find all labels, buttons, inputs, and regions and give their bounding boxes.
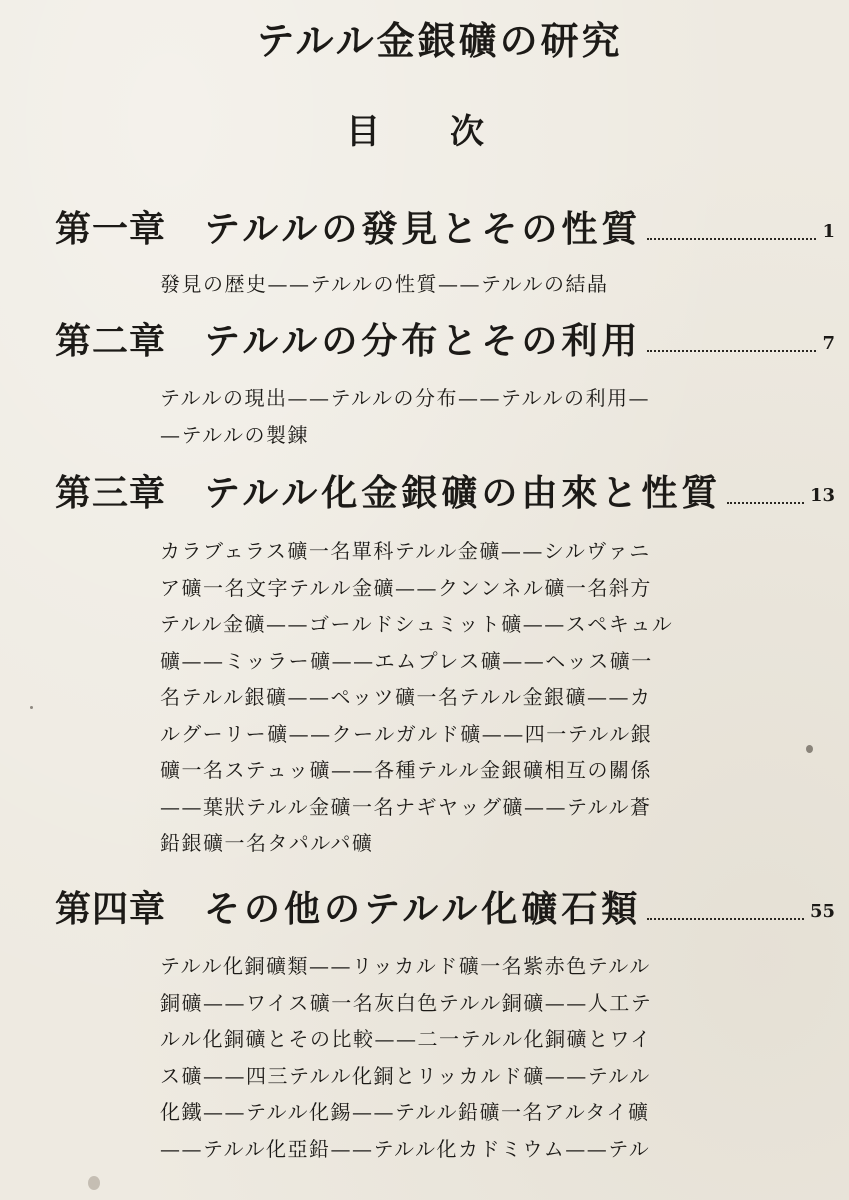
section-line: ルル化銅礦とその比較——二一テルル化銅礦とワイ (160, 1027, 652, 1051)
chapter-title: その他のテルル化礦石類 (204, 888, 642, 930)
paper-stain (88, 1176, 100, 1190)
section-line: テルルの現出——テルルの分布——テルルの利用— (160, 386, 650, 410)
dot-leader (727, 502, 804, 504)
section-line: カラブェラス礦一名單科テルル金礦——シルヴァニ (160, 539, 651, 563)
chapter-number: 第四章 (55, 888, 167, 930)
chapter-number: 第三章 (55, 472, 167, 514)
section-line: 名テルル銀礦——ペッツ礦一名テルル金銀礦——カ (160, 685, 652, 709)
chapter-number: 第二章 (55, 320, 167, 362)
ink-spot (30, 706, 33, 709)
chapter-number: 第一章 (55, 208, 167, 250)
section-line: 銅礦——ワイス礦一名灰白色テルル銅礦——人工テ (160, 990, 653, 1015)
section-line: ア礦一名文字テルル金礦——クンンネル礦一名斜方 (160, 575, 652, 600)
toc-entry-chapter-2[interactable] (55, 312, 835, 364)
toc-heading: 目次 (346, 112, 554, 152)
dot-leader (647, 350, 816, 352)
chapter-title: テルルの發見とその性質 (204, 208, 642, 250)
chapter-3-sections (160, 533, 720, 862)
section-line: ——葉狀テルル金礦一名ナギヤッグ礦——テルル蒼 (160, 794, 652, 819)
toc-entry-chapter-3[interactable] (55, 464, 835, 516)
section-line: 礦一名ステュッ礦——各種テルル金銀礦相互の關係 (160, 758, 652, 782)
section-line: 鉛銀礦一名タパルパ礦 (160, 831, 374, 855)
section-line: —テルルの製錬 (160, 422, 309, 447)
dot-leader (647, 238, 816, 240)
book-title: テルル金銀礦の研究 (256, 18, 623, 63)
chapter-1-sections (160, 266, 720, 303)
section-line: ルグーリー礦——クールガルド礦——四一テルル銀 (160, 721, 653, 746)
section-line: テルル金礦——ゴールドシュミット礦——スペキュル (160, 612, 674, 636)
toc-entry-chapter-4[interactable] (55, 880, 835, 932)
section-line: ス礦——四三テルル化銅とリッカルド礦——テルル (160, 1063, 651, 1088)
section-line: 發見の歴史——テルルの性質——テルルの結晶 (160, 272, 609, 296)
chapter-4-sections (160, 948, 720, 1167)
chapter-title: テルルの分布とその利用 (204, 320, 642, 362)
section-line: 礦——ミッラー礦——エムプレス礦——ヘッス礦一 (160, 648, 653, 673)
section-line: ——テルル化亞鉛——テルル化カドミウム——テル (160, 1136, 651, 1161)
toc-entry-chapter-1[interactable] (55, 200, 835, 252)
chapter-title: テルル化金銀礦の由來と性質 (204, 472, 722, 514)
section-line: テルル化銅礦類——リッカルド礦一名紫赤色テルル (160, 954, 651, 978)
chapter-2-sections (160, 380, 720, 453)
chapter-page-number: 1 (822, 221, 835, 242)
ink-spot (806, 745, 813, 753)
section-line: 化鐵——テルル化錫——テルル鉛礦一名アルタイ礦 (160, 1100, 650, 1124)
dot-leader (647, 918, 804, 920)
chapter-page-number: 55 (809, 901, 835, 922)
chapter-page-number: 7 (822, 333, 835, 354)
chapter-page-number: 13 (809, 485, 835, 506)
